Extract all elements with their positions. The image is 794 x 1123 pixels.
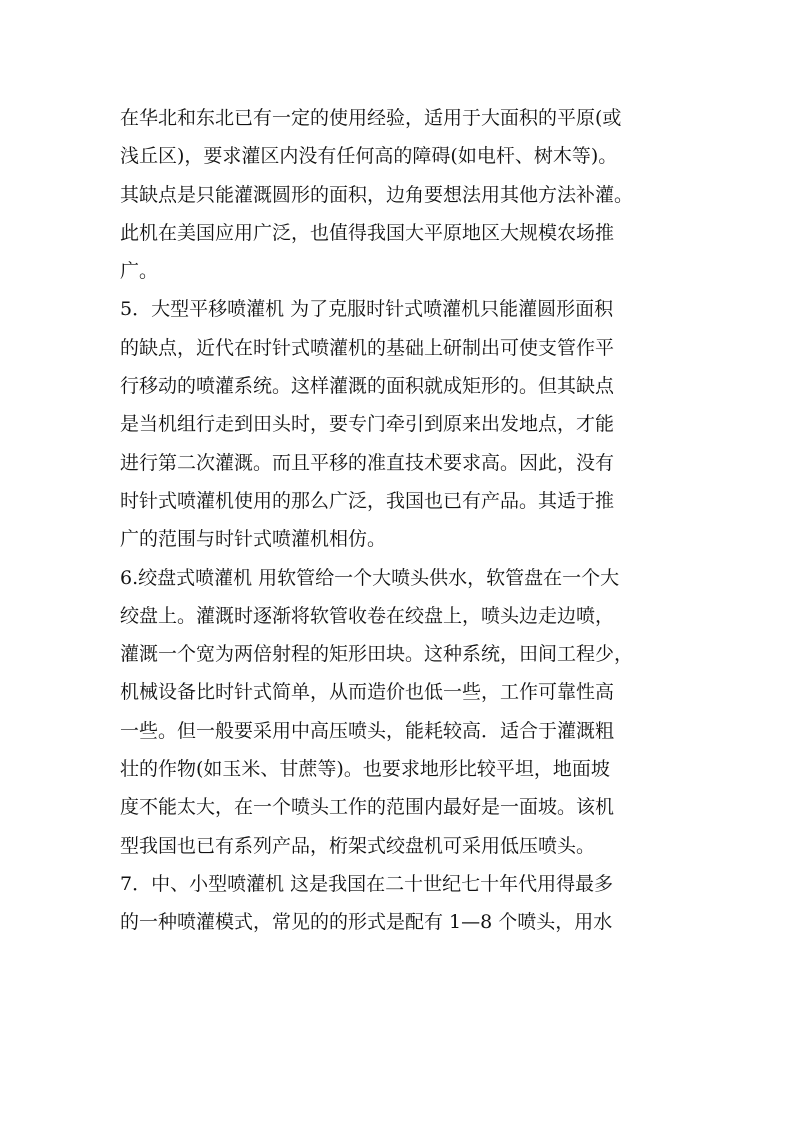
text-line-12: 广的范围与时针式喷灌机相仿。	[120, 528, 387, 551]
text-line-22: 的一种喷灌模式，常见的的形式是配有 1—8 个喷头，用水	[120, 911, 613, 934]
text-line-6: 5．大型平移喷灌机 为了克服时针式喷灌机只能灌圆形面积	[120, 298, 614, 321]
text-line-18: 壮的作物(如玉米、甘蔗等)。也要求地形比较平坦，地面坡	[120, 758, 610, 781]
text-line-10: 进行第二次灌溉。而且平移的准直技术要求高。因此，没有	[120, 451, 615, 474]
text-line-9: 是当机组行走到田头时，要专门牵引到原来出发地点，才能	[120, 413, 615, 436]
text-line-16: 机械设备比时针式简单，从而造价也低一些，工作可靠性高	[120, 681, 615, 704]
text-line-14: 绞盘上。灌溉时逐渐将软管收卷在绞盘上，喷头边走边喷，	[120, 604, 615, 627]
text-line-19: 度不能太大，在一个喷头工作的范围内最好是一面坡。该机	[120, 796, 615, 819]
text-line-21: 7．中、小型喷灌机 这是我国在二十世纪七十年代用得最多	[120, 872, 614, 895]
text-line-1: 在华北和东北已有一定的使用经验，适用于大面积的平原(或	[120, 107, 622, 129]
text-line-13: 6.绞盘式喷灌机 用软管给一个大喷头供水，软管盘在一个大	[120, 566, 620, 589]
text-line-15: 灌溉一个宽为两倍射程的矩形田块。这种系统，田间工程少，	[120, 643, 634, 666]
body-text	[120, 99, 700, 942]
text-line-8: 行移动的喷灌系统。这样灌溉的面积就成矩形的。但其缺点	[120, 375, 615, 398]
text-line-7: 的缺点，近代在时针式喷灌机的基础上研制出可使支管作平	[120, 336, 615, 359]
text-line-20: 型我国也已有系列产品，桁架式绞盘机可采用低压喷头。	[120, 834, 596, 857]
text-line-3: 其缺点是只能灌溉圆形的面积，边角要想法用其他方法补灌。	[120, 183, 634, 206]
text-line-17: 一些。但一般要采用中高压喷头，能耗较高．适合于灌溉粗	[120, 719, 615, 742]
text-line-2: 浅丘区)，要求灌区内没有任何高的障碍(如电杆、树木等)。	[120, 145, 618, 168]
text-line-11: 时针式喷灌机使用的那么广泛，我国也已有产品。其适于推	[120, 489, 615, 512]
text-line-5: 广。	[120, 260, 159, 283]
text-line-4: 此机在美国应用广泛，也值得我国大平原地区大规模农场推	[120, 221, 615, 244]
